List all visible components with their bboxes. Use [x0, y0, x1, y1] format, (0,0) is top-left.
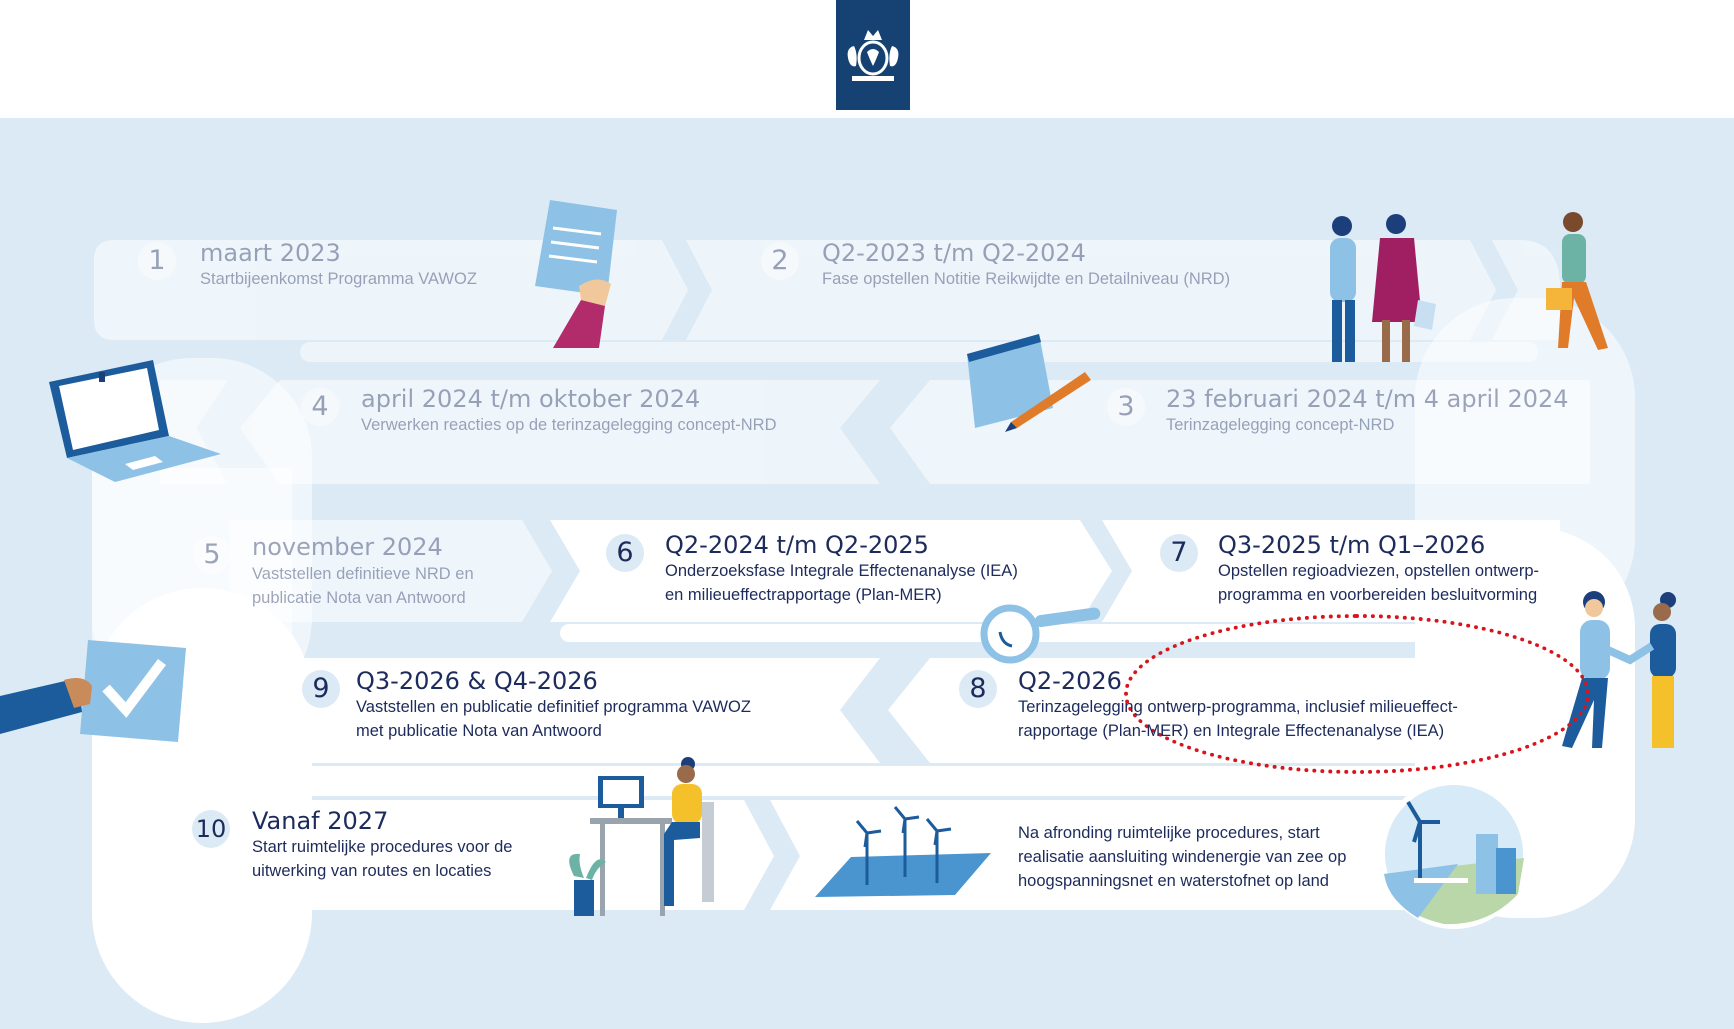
step-5-description-line-2: publicatie Nota van Antwoord: [252, 589, 466, 607]
step-4-description: Verwerken reacties op de terinzagelegging concept-NRD: [361, 416, 777, 434]
current-phase-highlight: [1124, 614, 1590, 774]
notebook-pen-icon: [963, 330, 1093, 435]
step-9-description: [356, 695, 751, 743]
step-5-description-line-1: Vaststellen definitieve NRD en: [252, 565, 474, 583]
person-at-desk-icon: [560, 756, 720, 916]
step-9-number: 9: [302, 670, 340, 708]
step-5-number: 5: [193, 536, 231, 574]
step-10-description-line-2: uitwerking van routes en locaties: [252, 862, 492, 880]
lion-crest-icon: [836, 0, 910, 110]
step-8-description: [1018, 695, 1458, 743]
laptop-icon: [45, 358, 225, 488]
step-4-date: april 2024 t/m oktober 2024: [361, 385, 701, 413]
wind-turbine-city-icon: [1378, 778, 1530, 930]
step-2-description: Fase opstellen Notitie Reikwijdte en Detailniveau (NRD): [822, 270, 1231, 288]
step-8-number: 8: [959, 670, 997, 708]
step-6-number: 6: [606, 534, 644, 572]
step-6-date: Q2-2024 t/m Q2-2025: [665, 531, 929, 559]
final-realisation-note: [1018, 821, 1346, 893]
checkmark-card-icon: [0, 638, 190, 803]
step-10-number: 10: [192, 810, 230, 848]
step-6-description-line-2: en milieueffectrapportage (Plan-MER): [665, 586, 942, 604]
roadmap-diagram: [0, 118, 1734, 1029]
step-3-date: 23 februari 2024 t/m 4 april 2024: [1166, 385, 1569, 413]
coat-of-arms-logo: [836, 0, 910, 110]
document-in-hand-icon: [525, 198, 625, 348]
final-note-line-3: hoogspanningsnet en waterstofnet op land: [1018, 872, 1329, 890]
step-8-date: Q2-2026: [1018, 667, 1122, 695]
step-9-description-line-1: Vaststellen en publicatie definitief programma VAWOZ: [356, 698, 751, 716]
offshore-wind-farm-icon: [815, 803, 995, 903]
step-4-number: 4: [301, 388, 339, 426]
step-2-number: 2: [761, 242, 799, 280]
step-2-date: Q2-2023 t/m Q2-2024: [822, 239, 1086, 267]
people-walking-icon: [1318, 208, 1618, 364]
step-9-description-line-2: met publicatie Nota van Antwoord: [356, 722, 602, 740]
step-3-number: 3: [1107, 388, 1145, 426]
step-8-description-line-2: rapportage (Plan-MER) en Integrale Effectenanalyse (IEA): [1018, 722, 1445, 740]
step-10-description-line-1: Start ruimtelijke procedures voor de: [252, 838, 513, 856]
step-6-description: [665, 559, 1018, 607]
step-7-number: 7: [1160, 534, 1198, 572]
page-header: [0, 0, 1734, 118]
step-10-date: Vanaf 2027: [252, 807, 389, 835]
step-1-description: Startbijeenkomst Programma VAWOZ: [200, 270, 477, 288]
step-3-description: Terinzagelegging concept-NRD: [1166, 416, 1395, 434]
step-7-description-line-1: Opstellen regioadviezen, opstellen ontwerp-: [1218, 562, 1540, 580]
step-5-description: [252, 562, 474, 610]
step-6-description-line-1: Onderzoeksfase Integrale Effectenanalyse (IEA): [665, 562, 1018, 580]
step-10-description: [252, 835, 512, 883]
step-7-date: Q3-2025 t/m Q1–2026: [1218, 531, 1486, 559]
step-7-description-line-2: programma en voorbereiden besluitvorming: [1218, 586, 1538, 604]
final-note-line-2: realisatie aansluiting windenergie van zee op: [1018, 848, 1347, 866]
step-5-date: november 2024: [252, 533, 443, 561]
step-9-date: Q3-2026 & Q4-2026: [356, 667, 598, 695]
step-1-number: 1: [138, 242, 176, 280]
step-8-description-line-1: Terinzagelegging ontwerp-programma, inclusief milieueffect-: [1018, 698, 1458, 716]
step-1-date: maart 2023: [200, 239, 341, 267]
final-note-line-1: Na afronding ruimtelijke procedures, start: [1018, 824, 1320, 842]
step-7-description: [1218, 559, 1539, 607]
